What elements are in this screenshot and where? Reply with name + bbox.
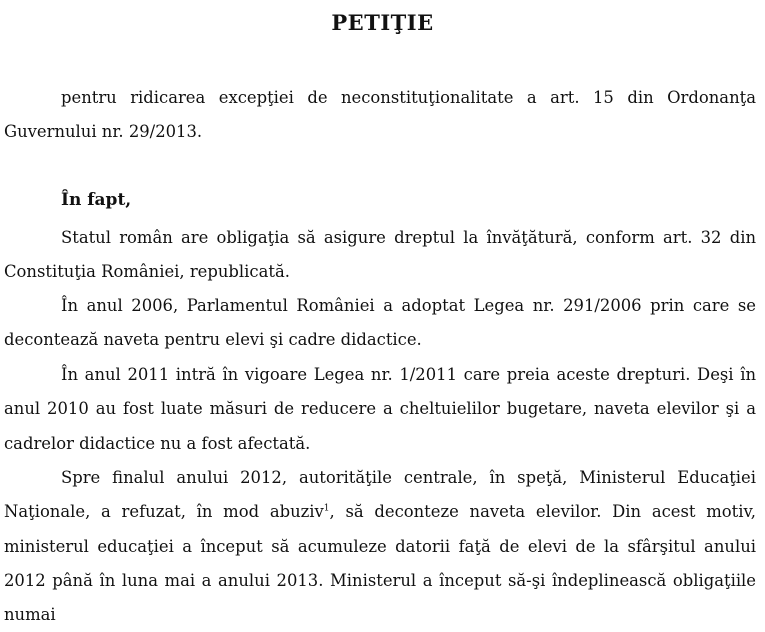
paragraph-text-before-footnote: Spre finalul anului 2012, autorităţile centrale, în speţă, Ministerul Educaţiei Naţionale, a refuzat, în mod abuziv bbox=[4, 468, 756, 522]
paragraph-ministry-refusal bbox=[4, 461, 756, 632]
paragraph-text-after-footnote: , să deconteze naveta elevilor. Din acest motiv, ministerul educaţiei a început să acumuleze datorii faţă de elevi de la sfârşitul anului 2012 până în luna mai a anului 2013. Ministerul a început să-şi îndeplinească obligaţiile numai bbox=[4, 502, 756, 625]
paragraph-constitution: Statul român are obligaţia să asigure dreptul la învăţătură, conform art. 32 din Constituţia României, republicată. bbox=[4, 228, 756, 282]
intro-paragraph: pentru ridicarea excepţiei de neconstituţionalitate a art. 15 din Ordonanţa Guvernului nr. 29/2013. bbox=[4, 88, 756, 142]
section-heading: În fapt, bbox=[61, 190, 132, 210]
paragraph-law-2011: În anul 2011 intră în vigoare Legea nr. 1/2011 care preia aceste drepturi. Deşi în anul 2010 au fost luate măsuri de reducere a cheltuielilor bugetare, naveta elevilor şi a cadrelor didactice nu a fost afectată. bbox=[4, 365, 756, 453]
footnote-reference[interactable]: 1 bbox=[323, 503, 330, 514]
document-title: PETIŢIE bbox=[331, 10, 434, 35]
paragraph-law-2006: În anul 2006, Parlamentul României a adoptat Legea nr. 291/2006 prin care se decontează naveta pentru elevi şi cadre didactice. bbox=[4, 296, 756, 350]
